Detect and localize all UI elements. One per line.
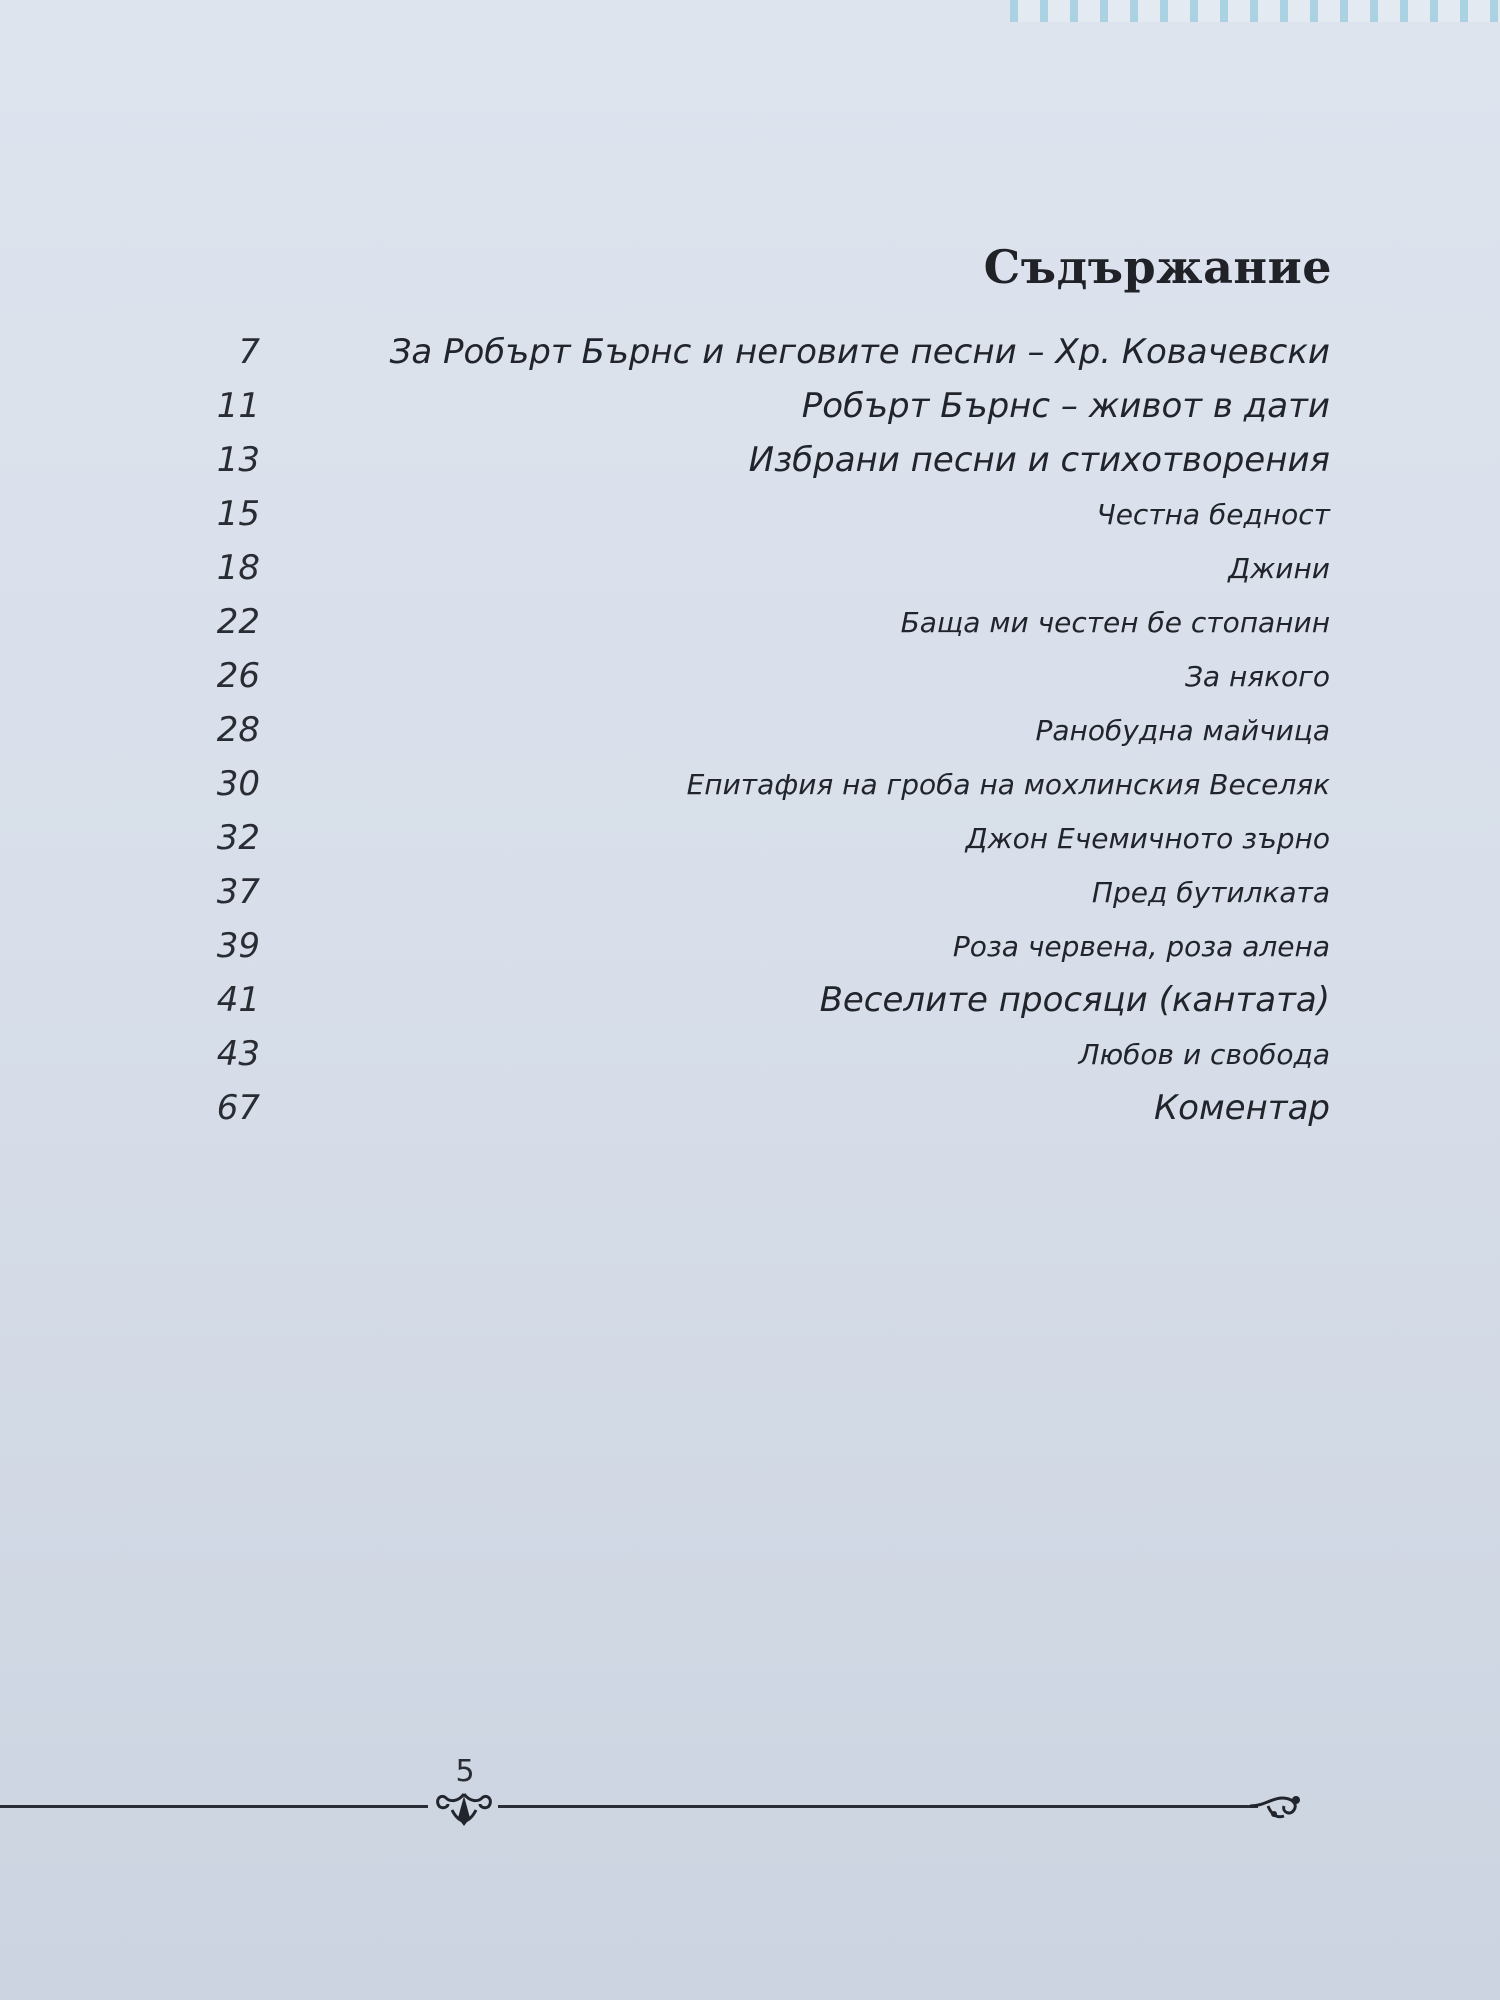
toc-entry-title: Епитафия на гроба на мохлинския Веселяк [686,768,1330,801]
toc-entry-title: Веселите просяци (кантата) [819,980,1330,1020]
table-of-contents [0,328,1500,1138]
toc-page-number: 22 [216,602,260,642]
toc-entry-title: За някого [1184,660,1330,693]
toc-entry [0,382,1500,436]
toc-page-number: 11 [216,386,260,426]
page-edge-decoration [1010,0,1500,22]
toc-page-number: 13 [216,440,260,480]
footer-rule-right [498,1805,1258,1808]
toc-page-number: 18 [216,548,260,588]
toc-page-number: 43 [216,1034,260,1074]
toc-entry-title: Джини [1228,552,1330,585]
toc-page-number: 32 [216,818,260,858]
toc-entry [0,490,1500,544]
scroll-flourish-icon [1248,1790,1304,1822]
toc-page-number: 41 [216,980,260,1020]
page-footer [0,1750,1500,1840]
toc-entry-title: За Робърт Бърнс и неговите песни – Хр. Ковачевски [389,332,1330,372]
toc-entry-title: Любов и свобода [1078,1038,1330,1071]
toc-entry [0,760,1500,814]
toc-entry-title: Баща ми честен бе стопанин [900,606,1330,639]
toc-entry [0,976,1500,1030]
toc-page-number: 26 [216,656,260,696]
toc-entry-title: Честна бедност [1096,498,1330,531]
toc-page-number: 37 [216,872,260,912]
toc-entry-title: Коментар [1154,1088,1330,1128]
toc-entry [0,1030,1500,1084]
toc-entry [0,598,1500,652]
toc-entry [0,706,1500,760]
page-title: Съдържание [983,240,1332,294]
toc-entry [0,328,1500,382]
toc-entry-title: Робърт Бърнс – живот в дати [801,386,1330,426]
toc-page-number: 7 [238,332,260,372]
toc-entry [0,544,1500,598]
footer-rule-left [0,1805,428,1808]
scroll-ornament-icon [432,1788,496,1828]
toc-page-number: 15 [216,494,260,534]
toc-page-number: 28 [216,710,260,750]
toc-entry-title: Роза червена, роза алена [952,930,1330,963]
toc-entry-title: Ранобудна майчица [1035,714,1330,747]
page-number: 5 [455,1754,475,1789]
toc-entry [0,814,1500,868]
toc-entry [0,436,1500,490]
toc-page-number: 67 [216,1088,260,1128]
toc-entry [0,652,1500,706]
toc-entry [0,1084,1500,1138]
toc-page-number: 30 [216,764,260,804]
toc-entry-title: Джон Ечемичното зърно [965,822,1330,855]
toc-entry-title: Пред бутилката [1091,876,1330,909]
toc-entry [0,922,1500,976]
toc-entry [0,868,1500,922]
toc-entry-title: Избрани песни и стихотворения [748,440,1330,480]
toc-page-number: 39 [216,926,260,966]
